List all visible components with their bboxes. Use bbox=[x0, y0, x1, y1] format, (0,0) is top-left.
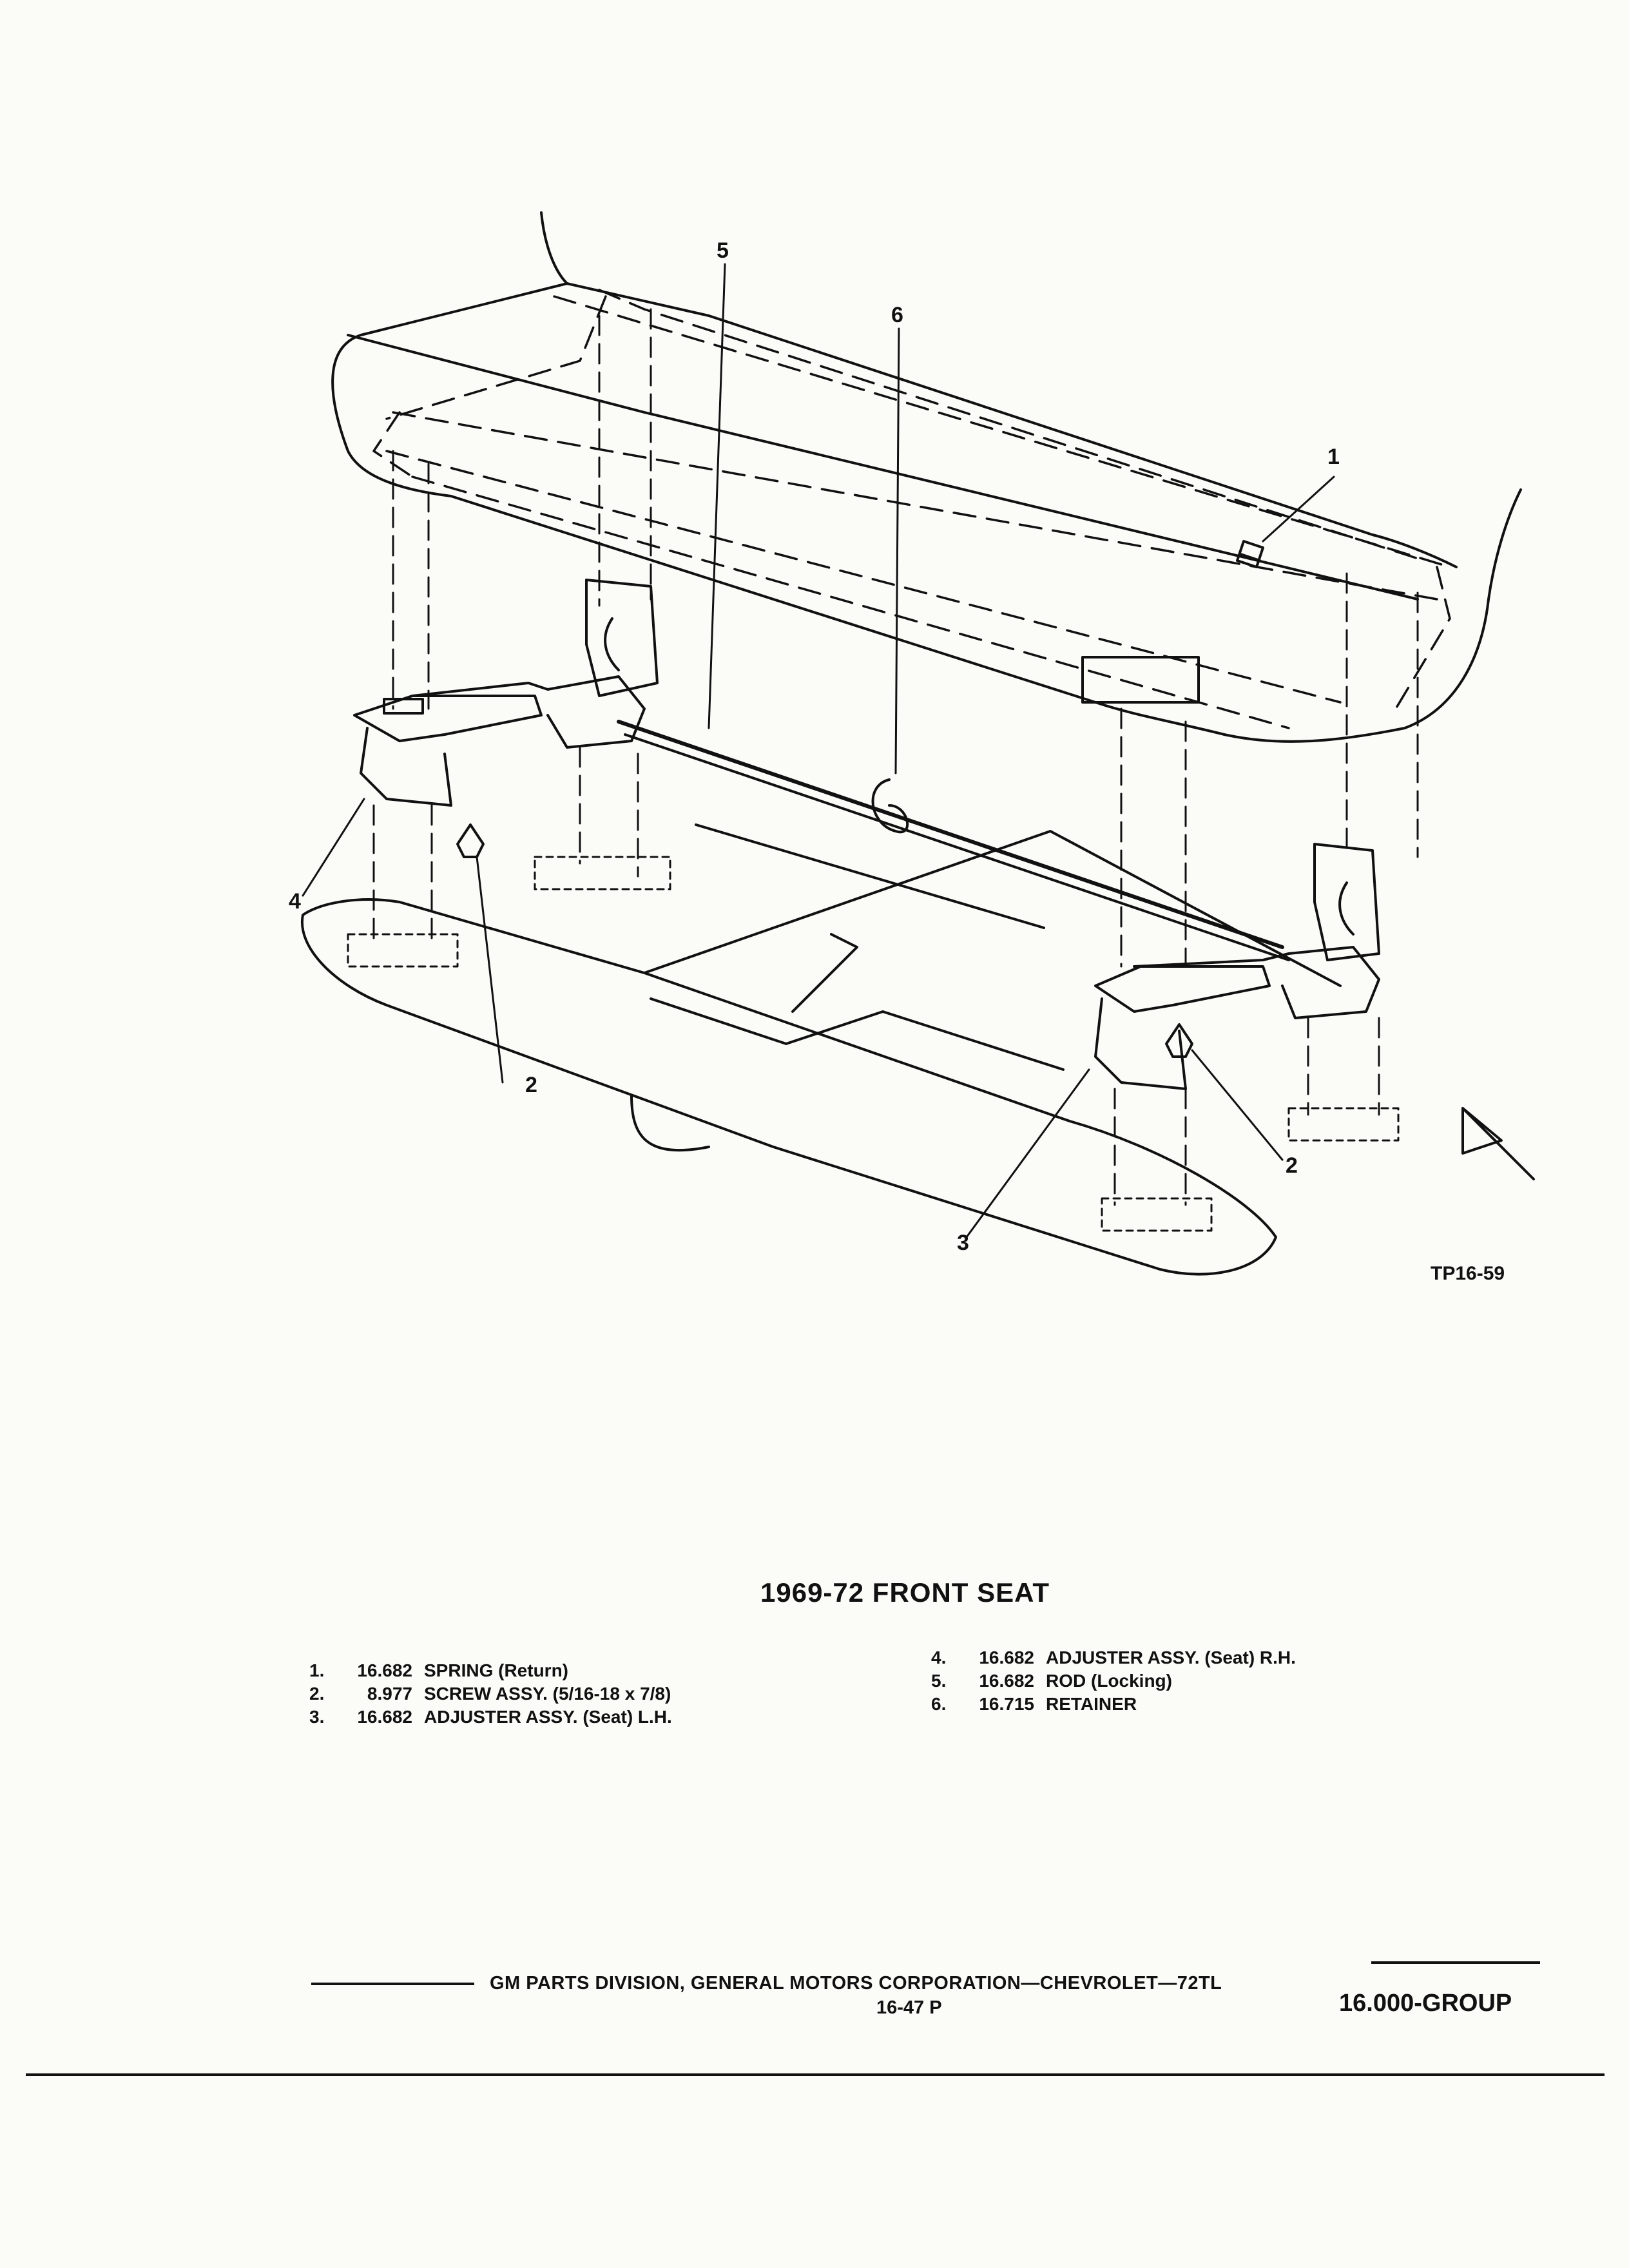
callout-3: 3 bbox=[957, 1231, 969, 1255]
legend-item: 1. 16.682 SPRING (Return) bbox=[309, 1660, 568, 1680]
footer-page-number: 16-47 P bbox=[876, 1997, 942, 2018]
legend-item: 2. 8.977 SCREW ASSY. (5/16-18 x 7/8) bbox=[309, 1684, 671, 1704]
legend-item: 5. 16.682 ROD (Locking) bbox=[931, 1671, 1172, 1691]
callout-2-left: 2 bbox=[525, 1073, 537, 1097]
parts-legend-left bbox=[309, 1659, 672, 1729]
footer-group: 16.000-GROUP bbox=[1339, 1990, 1512, 2017]
seat-cushion-outline bbox=[333, 213, 1521, 742]
callout-6: 6 bbox=[891, 303, 903, 327]
callout-4: 4 bbox=[289, 889, 301, 914]
callout-1: 1 bbox=[1327, 445, 1340, 469]
callout-2-right: 2 bbox=[1286, 1153, 1298, 1178]
legend-item: 4. 16.682 ADJUSTER ASSY. (Seat) R.H. bbox=[931, 1648, 1296, 1667]
legend-item: 3. 16.682 ADJUSTER ASSY. (Seat) L.H. bbox=[309, 1707, 672, 1727]
page-title: 1969-72 FRONT SEAT bbox=[760, 1577, 1050, 1608]
parts-legend-right bbox=[931, 1646, 1296, 1716]
footer-rule-left bbox=[311, 1983, 474, 1985]
figure-code: TP16-59 bbox=[1431, 1263, 1505, 1284]
bottom-rule bbox=[26, 2073, 1605, 2076]
footer-publisher: GM PARTS DIVISION, GENERAL MOTORS CORPORATION—CHEVROLET—72TL bbox=[490, 1973, 1222, 1994]
footer-rule-right bbox=[1371, 1961, 1540, 1964]
screw-left-drawing bbox=[458, 825, 483, 857]
floor-pan-outline bbox=[302, 899, 1276, 1274]
spring-drawing bbox=[1237, 541, 1263, 567]
adjuster-rh-drawing bbox=[354, 580, 657, 805]
callout-5: 5 bbox=[717, 238, 729, 263]
legend-item: 6. 16.715 RETAINER bbox=[931, 1694, 1137, 1714]
locking-rod-drawing bbox=[619, 722, 1282, 947]
